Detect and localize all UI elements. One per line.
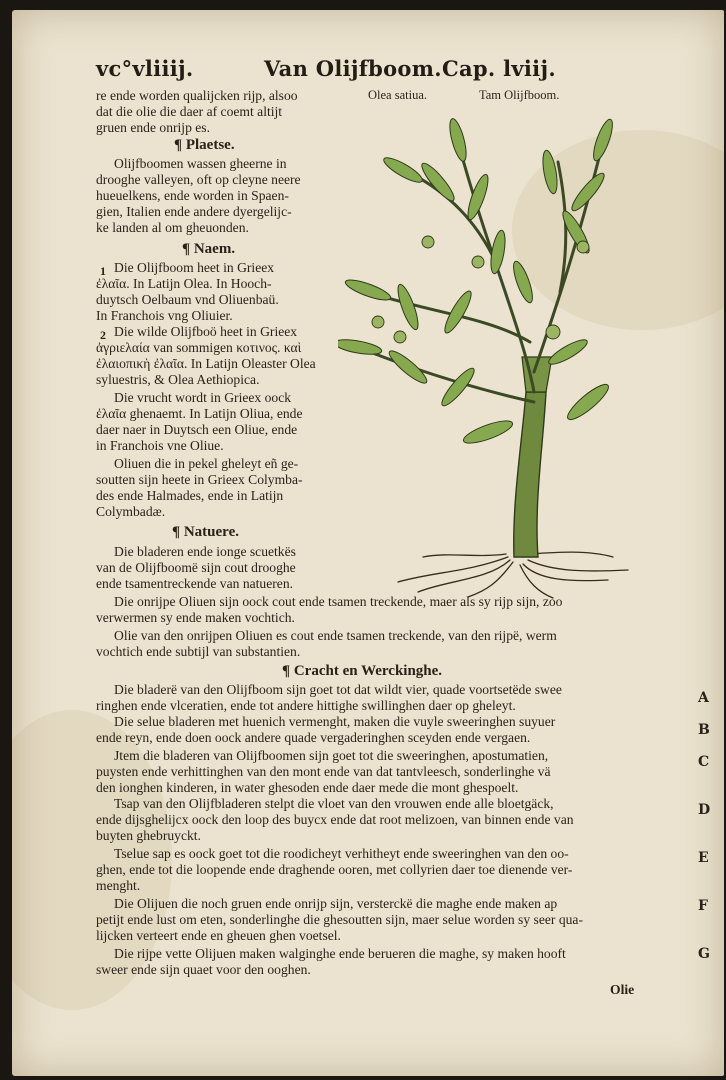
text-line: Oliuen die in pekel gheleyt eñ ge- xyxy=(114,456,299,471)
text-line: van de Olijfboomë sijn cout drooghe xyxy=(96,560,296,575)
text-line: In Franchois vng Oliuier. xyxy=(96,308,233,323)
text-line: puysten ende verhittinghen van den mont ende van dat tantvleesch, sonderlinghe vä xyxy=(96,764,551,779)
text-line: re ende worden qualijcken rijp, alsoo xyxy=(96,88,298,103)
catchword: Olie xyxy=(610,982,635,997)
margin-letter: B xyxy=(698,722,710,738)
text-line: Tselue sap es oock goet tot die roodicheyt verhitheyt ende sweeringhen van den oo- xyxy=(114,846,569,861)
section-heading: ¶ Natuere. xyxy=(172,524,239,540)
folio-number: vc°vliiij. xyxy=(96,56,194,81)
margin-number: 1 xyxy=(100,264,106,278)
text-line: duytsch Oelbaum vnd Oliuenbaü. xyxy=(96,292,279,307)
text-line: drooghe valleyen, oft op cleyne neere xyxy=(96,172,301,187)
section-heading: ¶ Cracht en Werckinghe. xyxy=(282,663,443,679)
margin-letter: G xyxy=(698,946,710,962)
text-line: vochtich ende subtijl van substantien. xyxy=(96,644,301,659)
illustration-caption-latin: Olea satiua. xyxy=(368,88,428,102)
text-line: Olie van den onrijpen Oliuen es cout ende tsamen treckende, van den rijpë, werm xyxy=(114,628,557,643)
text-line: ringhen ende vlceratien, ende tot andere hittighe swillinghen daer op gheleyt. xyxy=(96,698,516,713)
text-line: ghen, ende tot die loopende ende draghende ooren, met collyrien daer toe dienende ver- xyxy=(96,862,573,877)
text-line: in Franchois vne Oliue. xyxy=(96,438,224,453)
text-line: Die Olijfboom heet in Grieex xyxy=(114,260,275,275)
text-line: Olijfboomen wassen gheerne in xyxy=(114,156,287,171)
text-line: Colymbadæ. xyxy=(96,504,166,519)
text-line: Die wilde Olijfboö heet in Grieex xyxy=(114,324,298,339)
text-line: ke landen al om gheuonden. xyxy=(96,220,249,235)
text-line: lijcken verteert ende en gheuen ghen voetsel. xyxy=(96,928,341,943)
text-line: ende dijsghelijcx oock den loop des buycx ende dat root melizoen, van binnen ende van xyxy=(96,812,574,827)
text-line: Die vrucht wordt in Grieex oock xyxy=(114,390,292,405)
text-line: hueuelkens, ende worden in Spaen- xyxy=(96,188,289,203)
text-line: verwermen sy ende maken vochtich. xyxy=(96,610,295,625)
text-line: Die bladeren ende ionge scuetkës xyxy=(114,544,296,559)
margin-number: 2 xyxy=(100,328,106,342)
book-page xyxy=(12,10,724,1076)
text-line: den ionghen kinderen, in water ghesoden ende daer mede die mont ghespoelt. xyxy=(96,780,519,795)
text-line: Tsap van den Olijfbladeren stelpt die vloet van den vrouwen ende alle bloetgäck, xyxy=(114,796,554,811)
chapter-label: Cap. lviij. xyxy=(442,56,556,81)
text-line: ende tsamentreckende van natueren. xyxy=(96,576,294,591)
text-line: ἀγριελαία van sommigen κοτινος. καὶ xyxy=(96,340,302,355)
section-heading: ¶ Plaetse. xyxy=(174,137,235,153)
text-line: sweer ende sijn quaet voor den ooghen. xyxy=(96,962,311,977)
margin-letter: F xyxy=(698,898,708,914)
text-line: ἐλαιοπικὴ ἐλαῖα. In Latijn Oleaster Olea xyxy=(96,356,316,371)
text-line: gien, Italien ende andere dyergelijc- xyxy=(96,204,292,219)
text-line: Jtem die bladeren van Olijfboomen sijn goet tot die sweeringhen, apostumatien, xyxy=(114,748,549,763)
text-line: petijt ende lust om eten, sonderlinghe die ghesoutten sijn, maer selue worden sy seer qua- xyxy=(96,912,583,927)
margin-letter: E xyxy=(698,850,709,866)
margin-letter: C xyxy=(698,754,710,770)
section-heading: ¶ Naem. xyxy=(182,241,236,257)
page-title: Van Olijfboom. xyxy=(264,56,442,81)
text-line: des ende Halmades, ende in Latijn xyxy=(96,488,284,503)
text-line: soutten sijn heete in Grieex Colymba- xyxy=(96,472,303,487)
text-line: syluestris, & Olea Aethiopica. xyxy=(96,372,260,387)
text-line: buyten ghebruyckt. xyxy=(96,828,201,843)
margin-letter: D xyxy=(698,802,711,818)
text-line: Die bladerë van den Olijfboom sijn goet tot dat wildt vier, quade voortsetëde swee xyxy=(114,682,562,697)
margin-letter: A xyxy=(698,690,709,706)
text-line: Die selue bladeren met huenich vermenght, maken die vuyle sweeringhen suyuer xyxy=(114,714,556,729)
text-line: Die Olijuen die noch gruen ende onrijp sijn, versterckë die maghe ende maken ap xyxy=(114,896,558,911)
text-line: ende reyn, ende doen oock andere quade vergaderinghen sceyden ende vergaen. xyxy=(96,730,531,745)
text-line: Die rijpe vette Olijuen maken walginghe ende berueren die maghe, sy maken hooft xyxy=(114,946,566,961)
text-line: dat die olie die daer af coemt altijt xyxy=(96,104,283,119)
text-line: ἐλαῖα. In Latijn Olea. In Hooch- xyxy=(96,276,272,291)
olive-tree-illustration xyxy=(338,102,638,602)
text-line: menght. xyxy=(96,878,141,893)
illustration-caption-dutch: Tam Olijfboom. xyxy=(479,88,560,102)
text-line: gruen ende onrijp es. xyxy=(96,120,211,135)
text-line: daer naer in Duytsch een Oliue, ende xyxy=(96,422,298,437)
text-line: Die onrijpe Oliuen sijn oock cout ende tsamen treckende, maer als sy rijp sijn, zoo xyxy=(114,594,563,609)
text-line: ἐλαῖα ghenaemt. In Latijn Oliua, ende xyxy=(96,406,303,421)
